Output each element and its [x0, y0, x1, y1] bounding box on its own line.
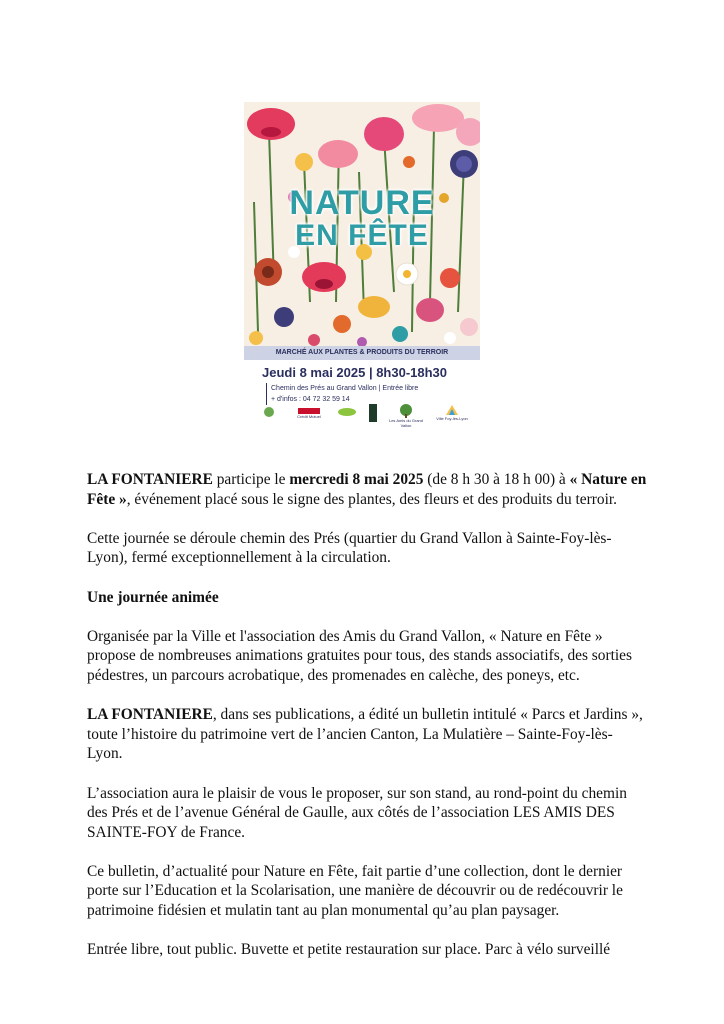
leaf-logo-icon: [262, 406, 276, 418]
flower-illustration: [244, 102, 480, 346]
sponsor-logo-3: [334, 408, 360, 416]
event-poster: [244, 102, 480, 430]
sponsor-logo-ville: Ville Foy-lès-Lyon: [432, 404, 472, 421]
poster-title: [244, 186, 480, 252]
poster-date: Jeudi 8 mai 2025 | 8h30-18h30: [262, 365, 448, 380]
section-heading: Une journée animée: [87, 588, 219, 606]
poster-title-line2: EN FÊTE: [295, 219, 429, 252]
green-logo-icon: [337, 408, 357, 416]
org-name-2: LA FONTANIERE: [87, 706, 213, 724]
sponsor-logo-1: [254, 406, 284, 418]
tree-logo-icon: [398, 404, 414, 418]
article-body: [87, 470, 647, 979]
practical-info-paragraph: Entrée libre, tout public. Buvette et petite restauration sur place. Parc à vélo surveillé: [87, 941, 611, 959]
sponsor-logo-credit-mutuel: Crédit Mutuel: [292, 408, 326, 419]
sponsor-logo-grand-vallon: Les Amis du Grand Vallon: [386, 404, 426, 428]
poster-title-line1: NATURE: [289, 184, 435, 222]
dark-logo-icon: [369, 404, 377, 422]
activities-paragraph: Organisée par la Ville et l'association des Amis du Grand Vallon, « Nature en Fête » propose de nombreuses animations gratuites pour tous, des stands associatifs, des sorties pédestres, un parcours acrobatique, des promenades en calèche, des poneys, etc.: [87, 627, 632, 684]
poster-info: [266, 383, 471, 405]
poster-location: Chemin des Prés au Grand Vallon | Entrée libre: [271, 385, 419, 392]
bulletin-paragraph: Ce bulletin, d’actualité pour Nature en Fête, fait partie d’une collection, dont le dernier porte sur l’Education et la Scolarisation, une manière de découvrir ou de redécouvrir le patrimoine fidésien et mulatin tant au plan monumental qu’au plan paysager.: [87, 862, 623, 920]
poster-band: MARCHÉ AUX PLANTES & PRODUITS DU TERROIR: [244, 346, 480, 360]
sponsor-logo-4: [366, 404, 380, 422]
sponsor-logos: [254, 404, 474, 428]
event-name: « Nature en Fête »: [87, 471, 647, 508]
poster-phone: + d'infos : 04 72 32 59 14: [271, 396, 350, 403]
intro-paragraph: LA FONTANIERE participe le mercredi 8 mai 2025 (de 8 h 30 à 18 h 00) à « Nature en Fête », événement placé sous le signe des plantes, des fleurs et des produits du terroir.: [87, 471, 647, 508]
publication-paragraph: LA FONTANIERE, dans ses publications, a édité un bulletin intitulé « Parcs et Jardins », toute l’histoire du patrimoine vert de l’ancien Canton, La Mulatière – Sainte-Foy-lès-Lyon.: [87, 706, 643, 763]
stand-paragraph: L’association aura le plaisir de vous le proposer, sur son stand, au rond-point du chemin des Prés et de l’avenue Général de Gaulle, aux côtés de l’association LES AMIS DES SAINTE-FOY de France.: [87, 784, 627, 841]
org-name: LA FONTANIERE: [87, 471, 213, 488]
event-date: mercredi 8 mai 2025: [289, 471, 424, 488]
city-logo-icon: [445, 404, 459, 416]
location-paragraph: Cette journée se déroule chemin des Prés (quartier du Grand Vallon à Sainte-Foy-lès-Lyon), fermé exceptionnellement à la circulation.: [87, 529, 612, 567]
